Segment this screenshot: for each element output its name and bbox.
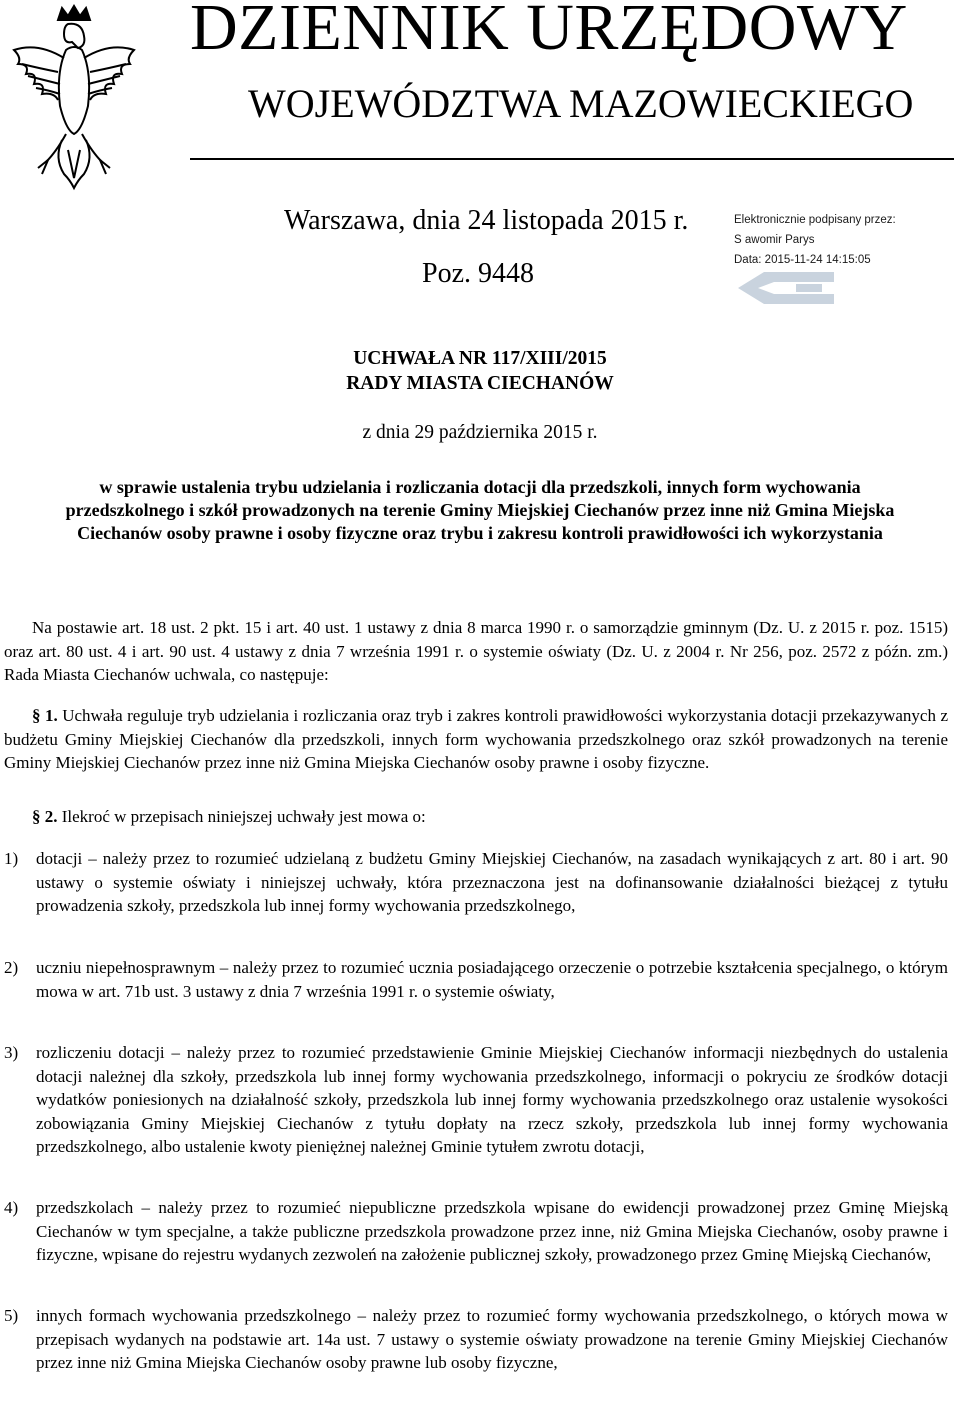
- paragraph-2: [4, 805, 948, 829]
- definition-text: uczniu niepełnosprawnym – należy przez to rozumieć ucznia posiadającego orzeczenie o potrzebie kształcenia specjalnego, o którym mowa w art. 71b ust. 3 ustawy z dnia 7 września 1991 r. o systemie oświaty,: [36, 958, 948, 1001]
- definition-number: 3): [4, 1043, 19, 1062]
- council-name: RADY MIASTA CIECHANÓW: [346, 373, 614, 394]
- position-number: Poz. 9448: [422, 258, 534, 289]
- paragraph-text: Uchwała reguluje tryb udzielania i rozliczania oraz tryb i zakres kontroli prawidłowości wykorzystania dotacji przekazywanych z budżetu Gminy Miejskiej Ciechanów dla przedszkoli, innych form wychowania przedszkolnego oraz szkół prowadzonych na terenie Gminy Miejskiej Ciechanów przez inne niż Gmina Miejska Ciechanów osoby prawne i osoby fizyczne.: [4, 706, 949, 772]
- definition-number: 1): [4, 849, 19, 868]
- paragraph-text: Ilekroć w przepisach niniejszej uchwały jest mowa o:: [57, 807, 426, 826]
- paragraph-number: § 2.: [32, 807, 58, 826]
- definition-item: [4, 1041, 948, 1159]
- definition-number: 4): [4, 1198, 19, 1217]
- masthead-title: DZIENNIK URZĘDOWY: [190, 0, 908, 64]
- definition-item: [4, 1304, 948, 1375]
- definition-number: 5): [4, 1306, 19, 1325]
- definition-text: rozliczeniu dotacji – należy przez to rozumieć przedstawienie Gminie Miejskiej Ciechanów informacji niezbędnych do ustalenia dotacji należnej dla szkoły, przedszkola lub innej formy wychowania przedszkolnego, informacji o pokryciu ze środków dotacji wydatków poniesionych na działalność szkoły, przedszkola lub innej formy wychowania przedszkolnego oraz ustalenie wysokości zobowiązania Gminy Miejskiej Ciechanów z tytułu dopłaty na rzecz szkoły, przedszkola lub innej formy wychowania przedszkolnego, albo ustalenie kwoty pieniężnej należnej Gminie tytułem zwrotu dotacji,: [36, 1043, 948, 1156]
- definition-text: dotacji – należy przez to rozumieć udzielaną z budżetu Gminy Miejskiej Ciechanów, na zasadach wynikających z art. 80 i art. 90 ustawy o systemie oświaty i niniejszej uchwały, która przeznaczona jest na dofinansowanie działalności bieżącej z tytułu prowadzenia szkoły, przedszkola lub innej formy wychowania przedszkolnego,: [36, 849, 948, 915]
- paragraph-1: [4, 704, 948, 775]
- masthead-subtitle: WOJEWÓDZTWA MAZOWIECKIEGO: [248, 81, 914, 126]
- signature-label: Elektronicznie podpisany przez:: [734, 214, 896, 226]
- resolution-date: z dnia 29 października 2015 r.: [362, 422, 598, 443]
- definition-item: [4, 956, 948, 1003]
- definition-item: [4, 1196, 948, 1267]
- eagle-emblem-icon: [8, 2, 140, 192]
- signature-name: S awomir Parys: [734, 234, 815, 246]
- definition-number: 2): [4, 958, 19, 977]
- paragraph-number: § 1.: [32, 706, 58, 725]
- definition-item: [4, 847, 948, 918]
- electronic-signature: [734, 214, 934, 310]
- signature-seal-icon: [734, 258, 844, 314]
- definition-text: innych formach wychowania przedszkolnego – należy przez to rozumieć formy wychowania przedszkolnego, o których mowa w przepisach wydanych na podstawie art. 14a ust. 7 ustawy o systemie oświaty prowadzone na terenie Gminy Miejskiej Ciechanów przez inne niż Gmina Miejska Ciechanów osoby prawne lub osoby fizyczne,: [36, 1306, 948, 1372]
- signature-date: Data: 2015-11-24 14:15:05: [734, 254, 871, 266]
- resolution-number: UCHWAŁA NR 117/XIII/2015: [353, 348, 607, 369]
- publication-date: Warszawa, dnia 24 listopada 2015 r.: [284, 205, 689, 236]
- legal-basis: Na postawie art. 18 ust. 2 pkt. 15 i art. 40 ust. 1 ustawy z dnia 8 marca 1990 r. o samorządzie gminnym (Dz. U. z 2015 r. poz. 1515) oraz art. 80 ust. 4 i art. 90 ust. 4 ustawy z dnia 7 września 1991 r. o systemie oświaty (Dz. U. z 2004 r. Nr 256, poz. 2572 z późn. zm.) Rada Miasta Ciechanów uchwala, co następuje:: [4, 618, 948, 684]
- masthead-divider: [190, 158, 954, 160]
- definition-text: przedszkolach – należy przez to rozumieć niepubliczne przedszkola wpisane do ewidencji prowadzonej przez Gminę Miejską Ciechanów w tym specjalne, a także publiczne przedszkola prowadzone przez inne, niż Gmina Miejska Ciechanów, osoby prawne i fizyczne, wpisane do rejestru wydanych zezwoleń na założenie publicznej szkoły, prowadzonego przez Gminę Miejską Ciechanów,: [36, 1198, 948, 1264]
- resolution-subject: w sprawie ustalenia trybu udzielania i rozliczania dotacji dla przedszkoli, innych form wychowania przedszkolnego i szkół prowadzonych na terenie Gminy Miejskiej Ciechanów przez inne niż Gmina Miejska Ciechanów osoby prawne i osoby fizyczne oraz trybu i zakresu kontroli prawidłowości ich wykorzystania: [65, 477, 895, 543]
